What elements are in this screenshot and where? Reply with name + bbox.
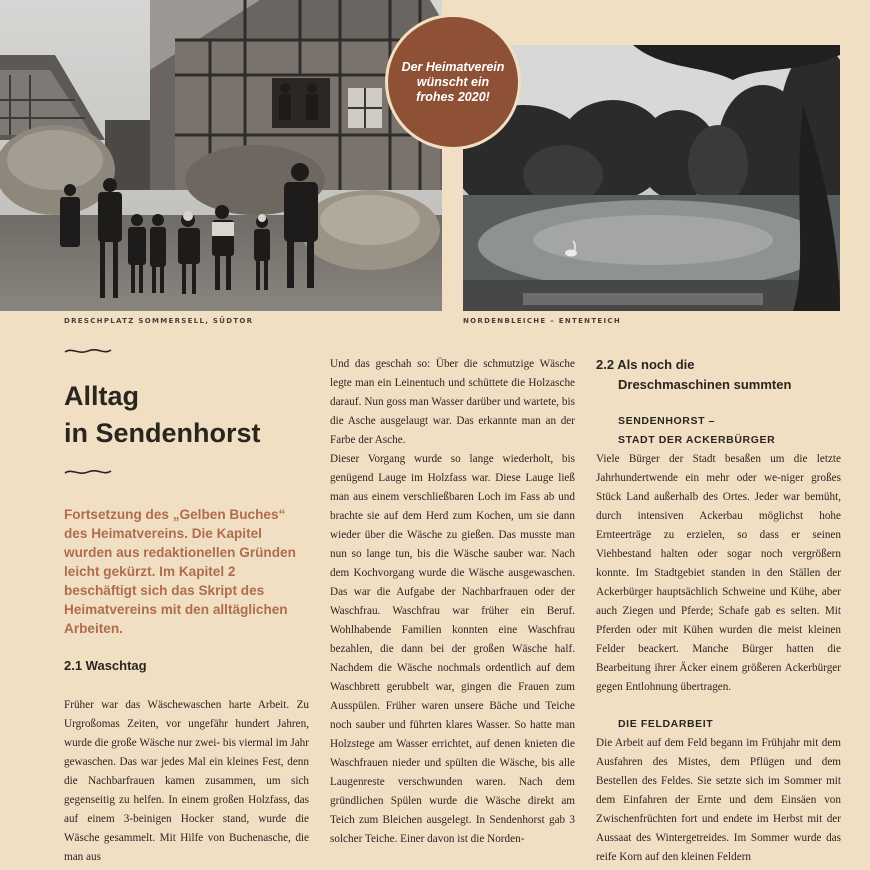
subheading-feldarbeit: DIE FELDARBEIT [618, 718, 714, 730]
ornament-top [64, 346, 112, 356]
subheading-ackerbuerger [618, 412, 775, 450]
photo-caption-left: DRESCHPLATZ SOMMERSELL, SÜDTOR [64, 317, 254, 325]
ornament-bottom [64, 467, 112, 477]
column-2-paragraph-2: Dieser Vorgang wurde so lange wiederholt, bis genügend Lauge im Holzfass war. Diese Lauge ließ man aus einem verschließbaren Loch im Fass ab und brachte sie auf dem Herd zum Kochen, um sie dann wieder über die Wäsche zu gießen. Das musste man nun so lange tun, bis die Wäsche sauber war. Nach dem Kochvorgang wurde die Wäsche ausgewaschen. Das war die Aufgabe der Nachbarfrauen oder der Waschfrau. Waschfrau war früher ein Beruf. Wohlhabende Familien konnten eine Waschfrau bezahlen, die dann bei der großen Wäsche half. Nachdem die Wäsche nochmals ordentlich auf dem Waschbrett gerubbelt war, gingen die Frauen zum Ausspülen. Früher waren unsere Bäche und Teiche noch sauber und führten klares Wasser. So hatte man Holzstege am Wasser errichtet, auf denen knieten die Waschfrauen nieder und spülten die Wäsche, bis alle Laugenreste verschwunden waren. Nach dem gründlichen Spülen wurde die Wäsche direkt am Teich zum Bleichen ausgelegt. In Sendenhorst gab 3 solcher Teiche. Einer davon ist die Norden- [330, 453, 575, 845]
column-3-paragraph-1: Viele Bürger der Stadt besaßen um die letzte Jahrhundertwende ein mehr oder we-niger großes Stück Land außerhalb des Ortes. Jeder war bemüht, durch intensiven Ackerbau möglichst hohe Ernteerträge zu erzielen, so dass er seinen Viehbestand halten oder sogar noch vergrößern konnte. Im Stadtgebiet standen in den Ställen der Ackerbürger hauptsächlich Schweine und Kühe, aber auch Ziegen und Pferde; Schafe gab es selten. Mit Pferden oder mit Kühen wurden die meist kleinen Felder beackert. Manche Bürger hatten die Bearbeitung ihrer Äcker einem größeren Ackerbürger gegen Entlohnung übertragen. [596, 453, 841, 693]
section-heading-waschtag: 2.1 Waschtag [64, 658, 147, 673]
section-heading-dreschmaschinen [596, 355, 791, 395]
greeting-badge [388, 17, 518, 147]
column-1-text: Früher war das Wäschewaschen harte Arbeit. Zu Urgroßomas Zeiten, vor ungefähr hundert Jahren, wurde die große Wäsche nur zwei- bis viermal im Jahr gewaschen. Das war jedes Mal ein kleines Fest, denn die Nachbarfrauen kamen zusammen, um sich gegenseitig zu helfen. In einem großen Holzfass, das auf einem 3-beinigen Hocker stand, wurde die Wäsche gesammelt. Mit Hilfe von Buchenasche, die man aus [64, 699, 309, 863]
photo-caption-right: NORDENBLEICHE – ENTENTEICH [463, 317, 621, 325]
column-2-paragraph-1: Und das geschah so: Über die schmutzige Wäsche legte man ein Leinentuch und schüttete die Holzasche darauf. Nun goss man Wasser darüber und wartete, bis die Asche ausgelaugt war. Das erkannte man an der Farbe der Asche. [330, 358, 575, 446]
article-intro: Fortsetzung des „Gelben Buches“ des Heimatvereins. Die Kapitel wurden aus redaktionellen Gründen leicht gekürzt. Im Kapitel 2 beschäftigt sich das Skript des Heimatvereins mit den alltäglichen Arbeiten. [64, 507, 296, 636]
column-3-paragraph-2: Die Arbeit auf dem Feld begann im Frühjahr mit dem Ausfahren des Mistes, dem Pflügen und dem Bestellen des Feldes. Sie setzte sich im Sommer mit dem Einfahren der Ernte und dem Einsäen von Zwischenfrüchten fort und endete im Herbst mit der Aussaat des Wintergetreides. Im Sommer wurde das reife Korn auf den kleinen Feldern [596, 737, 841, 863]
title-line-2: in Sendenhorst [64, 418, 261, 448]
title-line-1: Alltag [64, 381, 140, 411]
greeting-badge-text: Der Heimatverein wünscht ein frohes 2020! [401, 59, 505, 104]
photo-pond [463, 45, 840, 311]
subheading-line-2: STADT DER ACKERBÜRGER [618, 434, 776, 446]
section-heading-line-1: 2.2 Als noch die [596, 357, 695, 372]
photo-threshing-place [0, 0, 442, 311]
section-heading-line-2: Dreschmaschinen summten [618, 377, 792, 392]
subheading-line-1: SENDENHORST – [618, 415, 716, 427]
article-title [64, 378, 261, 452]
